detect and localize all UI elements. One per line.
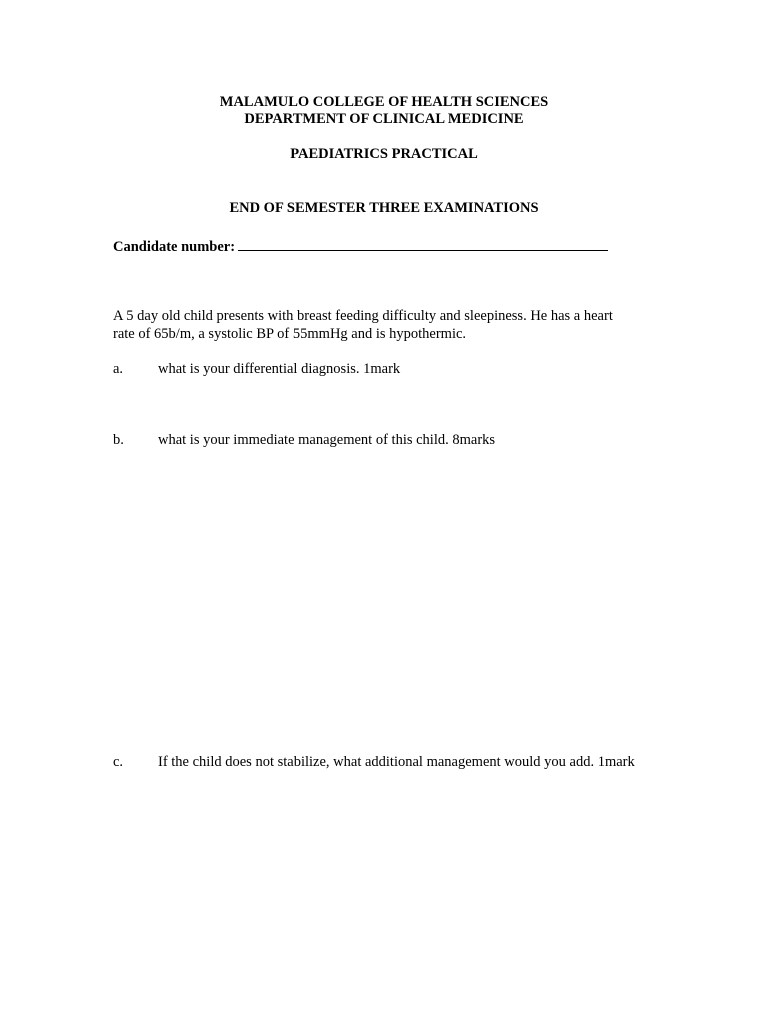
scenario-line-1: A 5 day old child presents with breast feeding difficulty and sleepiness. He has a heart — [113, 308, 613, 324]
college-name: MALAMULO COLLEGE OF HEALTH SCIENCES — [219, 94, 549, 110]
question-b-marker: b. — [113, 432, 124, 448]
candidate-number-row — [113, 236, 608, 256]
question-c-marker: c. — [113, 754, 124, 770]
question-c-text: If the child does not stabilize, what additional management would you add. 1mark — [158, 754, 635, 770]
exam-title: END OF SEMESTER THREE EXAMINATIONS — [229, 200, 539, 216]
candidate-number-label: Candidate number: — [113, 239, 236, 255]
question-a-text: what is your differential diagnosis. 1mark — [158, 361, 401, 377]
question-b-text: what is your immediate management of this child. 8marks — [158, 432, 496, 448]
candidate-number-blank[interactable] — [238, 236, 608, 251]
department-name: DEPARTMENT OF CLINICAL MEDICINE — [244, 111, 524, 127]
question-a-marker: a. — [113, 361, 124, 377]
subject-title: PAEDIATRICS PRACTICAL — [290, 146, 478, 162]
scenario-line-2: rate of 65b/m, a systolic BP of 55mmHg and is hypothermic. — [113, 326, 467, 342]
